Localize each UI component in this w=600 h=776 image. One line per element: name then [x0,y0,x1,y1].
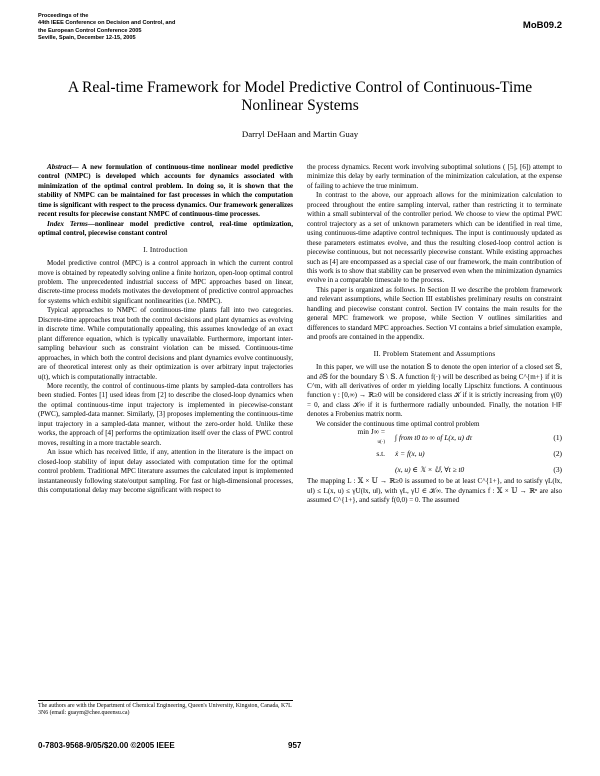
page-number: 957 [288,741,302,750]
section-heading-problem: II. Problem Statement and Assumptions [373,349,496,358]
paragraph: We consider the continuous time optimal control problem [316,419,480,428]
equation-body: ẋ = f(x, u) [395,448,425,458]
abstract-text: — A new formulation of continuous-time nonlinear model predictive control (NMPC) is developed which accounts for dynamics associated with minimization of the optimal control problem. In doing so, it is shown that the stability of NMPC can be maintained for fast processes in which the computation time is significant with respect to the process dynamics. Our framework generalizes recent results for piecewise constant NMPC of continuous-time processes. [38,163,293,219]
proceedings-header [38,13,175,43]
equation-number: (1) [553,432,562,442]
equation-body: (x, u) ∈ 𝕏 × 𝕌, ∀t ≥ t0 [395,464,465,474]
paragraph: In this paper, we will use the notation 𝕊 to denote the open interior of a closed set 𝕊, and ∂𝕊 for the boundary 𝕊 \ 𝕊. A function f(·) will be described as being C^{m+} if it is C^m, with all derivatives of order m yielding locally Lipschitz functions. A continuous function γ : [0,∞) → ℝ≥0 will be considered class 𝒦 if it is strictly increasing from γ(0) = 0, and class 𝒦∞ if it is furthermore radially unbounded. Finally, the notation ‖·‖F denotes a Frobenius matrix norm. [307,363,562,419]
right-column [307,163,562,506]
index-terms [38,220,293,239]
equation-2 [307,445,562,461]
header-line: Proceedings of the [38,13,89,19]
paper-title [38,79,562,115]
header-line: the European Control Conference 2005 [38,27,142,34]
header-line: Seville, Spain, December 12-15, 2005 [38,35,136,42]
abstract [38,163,293,220]
title-line-2: Nonlinear Systems [241,97,359,114]
eq1-lhs: min J∞ = [357,426,385,436]
equation-lhs: s.t. [376,448,385,458]
eq1-subscript: u(·) [377,440,385,446]
left-column [38,163,293,495]
abstract-label: Abstract [47,163,72,171]
equation-1 [307,426,562,446]
paragraph: the process dynamics. Recent work involving suboptimal solutions ( [5], [6]) attempt to minimize this delay by early termination of the minimization calculation, at the expense of failing to achieve the true minimum. [307,163,562,190]
paragraph: This paper is organized as follows. In Section II we describe the problem framework and relevant assumptions, while Section III establishes preliminary results on constraint handling and piecewise constant control. Section IV contains the main results for the general MPC framework we propose, while Section V outlines similarities and differences to standard MPC approaches. Section VI contains a brief simulation example, and proofs are contained in the appendix. [307,285,562,342]
equation-3 [307,461,562,477]
footnote: The authors are with the Department of Chemical Engineering, Queen's University, Kingston, Canada, K7L 3N6 (email: guaym@chee.queensu.ca) [38,700,293,718]
paragraph: More recently, the control of continuous-time plants by sampled-data controllers has been studied. Fontes [1] used ideas from [2] to describe the closed-loop dynamics when the optimal continuous-time input trajectory is implemented in piecewise-constant (PWC), sampled-data manner. Similarly, [3] proposes implementing the continuous-time input trajectory in a sampled-data manner, without the zero-order hold. Unlike these works, the approach of [4] performs the optimization itself over the class of PWC control moves, resulting in a more tractable search. [38,381,293,447]
authors: Darryl DeHaan and Martin Guay [241,129,359,139]
header-line: 44th IEEE Conference on Decision and Control, and [38,20,176,27]
index-terms-label: Index Terms [47,219,88,228]
paragraph: Typical approaches to NMPC of continuous-time plants fall into two categories. Discrete-time approaches treat both the control decisions and plant dynamics as evolving in discrete time. While computationally appealing, this assumes knowledge of an exact plant difference equation, which is typically unavailable. Furthermore, important inter-sampling behaviour such as constraint violation can be missed. Continuous-time approaches, in which both the control decisions and plant dynamics evolve continuously, are of theoretical interest only as their optimization is over arbitrary input trajectories u(t), which is computationally intractable. [38,306,293,381]
paragraph: An issue which has received little, if any, attention in the literature is the impact on closed-loop stability of input delay associated with computation time for the optimal control problem. Traditional MPC literature assumes the calculated input is implemented instantaneously following state/output sampling. For fast or high-dimensional processes, this computational delay may become significant with respect to [38,448,293,494]
equation-body: ∫ from t0 to ∞ of L(x, u) dτ [395,432,473,442]
isbn-footer: 0-7803-9568-9/05/$20.00 ©2005 IEEE [38,741,175,750]
index-terms-text: —nonlinear model predictive control, real-time optimization, optimal control, piecewise constant control [38,219,294,238]
section-heading-intro: I. Introduction [143,245,188,254]
equation-lhs [307,427,389,448]
session-code: MoB09.2 [522,20,562,31]
paragraph: The mapping L : 𝕏 × 𝕌 → ℝ≥0 is assumed to be at least C^{1+}, and to satisfy γL(‖x, u‖) ≤ L(x, u) ≤ γU(‖x, u‖), with γL, γU ∈ 𝒦∞. The dynamics f : 𝕏 × 𝕌 → ℝⁿ are also assumed C^{1+}, and satisfy f(0,0) = 0. The assumed [307,477,562,505]
title-line-1: A Real-time Framework for Model Predictive Control of Continuous-Time [67,79,533,96]
paragraph: Model predictive control (MPC) is a control approach in which the current control move is obtained by repeatedly solving online a finite horizon, open-loop optimal control problem. The unprecedented industrial success of MPC approaches based on linear, discrete-time process models motivates the development of predictive control approaches for systems which exhibit significant nonlinearities (i.e. NMPC). [38,259,293,305]
paragraph: In contrast to the above, our approach allows for the minimization calculation to proceed throughout the entire sampling interval, rather than restricting it to terminate within a small subinterval of the controller period. We choose to view the optimal PWC control trajectory as a set of unknown parameters which can be identified in real time, using continuous-time adaptive control techniques. The input is continuously updated as these parameters estimates evolve, and thus the resulting closed-loop control action is piecewise continuous, but not necessarily piecewise constant. While existing approaches such as [4] are encompassed as a special case of our framework, the main contribution of this work is to show that stability can be preserved even when the minimization dynamics evolve in a comparable timescale to the process. [307,191,562,285]
equation-number: (2) [553,448,562,458]
equation-number: (3) [553,464,562,474]
